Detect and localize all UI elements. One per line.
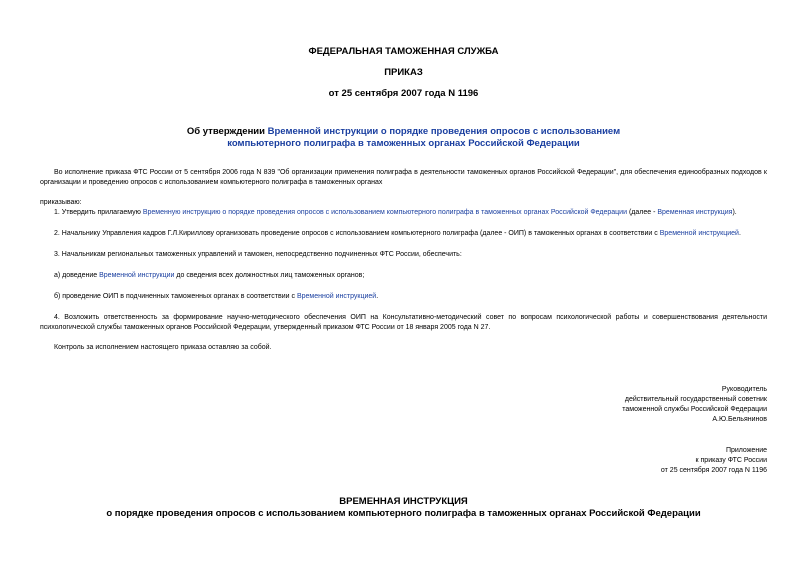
item-2-text: 2. Начальнику Управления кадров Г.Л.Кириллову организовать проведение опросов с использованием компьютерного полиграфа (далее - ОИП) в таможенных органах в соответствии с	[54, 230, 660, 237]
appendix-line1: Приложение	[725, 447, 767, 454]
signature-name: А.Ю.Бельянинов	[712, 416, 767, 423]
instruction-subtitle: о порядке проведения опросов с использованием компьютерного полиграфа в таможенных органах Российской Федерации	[106, 508, 701, 519]
order-word: приказываю:	[40, 199, 82, 206]
item-3a-post: до сведения всех должностных лиц таможенных органов;	[174, 272, 365, 279]
item-2	[54, 229, 767, 239]
item-3b-text: б) проведение ОИП в подчиненных таможенных органах в соответствии с	[54, 293, 297, 300]
item-1	[54, 208, 767, 218]
item-3a-link[interactable]: Временной инструкции	[99, 272, 175, 279]
signature-line2: действительный государственный советник	[624, 396, 767, 403]
title-link-line1[interactable]: Временной инструкции о порядке проведения опросов с использованием	[267, 126, 621, 137]
title-prefix: Об утверждении	[186, 126, 268, 137]
signature-line1: Руководитель	[721, 386, 767, 393]
appendix-line3: от 25 сентября 2007 года N 1196	[660, 467, 767, 474]
instruction-title: ВРЕМЕННАЯ ИНСТРУКЦИЯ	[339, 496, 468, 507]
item-3: 3. Начальникам региональных таможенных управлений и таможен, непосредственно подчиненных ФТС России, обеспечить:	[54, 251, 462, 258]
item-3a	[54, 271, 767, 281]
appendix-line2: к приказу ФТС России	[695, 457, 767, 464]
item-1-link[interactable]: Временную инструкцию о порядке проведения опросов с использованием компьютерного полиграфа в таможенных органах Российской Федерации	[142, 209, 627, 216]
intro-paragraph: Во исполнение приказа ФТС России от 5 сентября 2006 года N 839 "Об организации применения полиграфа в деятельности таможенных органов Российской Федерации", для обеспечения единообразных подходов к организации и проведению опросов с использованием компьютерного полиграфа в таможенных органах	[40, 169, 767, 186]
item-3a-text: а) доведение	[54, 272, 100, 279]
item-1-mid: (далее -	[627, 209, 658, 216]
item-3b-post: .	[376, 293, 379, 300]
signature-block	[622, 385, 767, 425]
item-2-link[interactable]: Временной инструкцией	[659, 230, 739, 237]
doc-title	[0, 126, 807, 150]
control-paragraph: Контроль за исполнением настоящего приказа оставляю за собой.	[54, 344, 272, 351]
title-link-line2[interactable]: компьютерного полиграфа в таможенных органах Российской Федерации	[227, 138, 580, 149]
appendix-block	[661, 446, 767, 476]
item-3b-link[interactable]: Временной инструкцией	[296, 293, 377, 300]
item-4: 4. Возложить ответственность за формирование научно-методического обеспечения ОИП на Консультативно-методический совет по вопросам психологической работы и совершенствования деятельности психологической службы таможенных органов Российской Федерации, утвержденный приказом ФТС России от 18 января 2005 года N 27.	[40, 314, 767, 331]
signature-line3: таможенной службы Российской Федерации	[622, 406, 767, 413]
item-2-post: .	[738, 230, 741, 237]
item-1-link2[interactable]: Временная инструкция	[657, 209, 733, 216]
doc-type: ПРИКАЗ	[384, 67, 423, 78]
item-1-post: ).	[732, 209, 737, 216]
org-name: ФЕДЕРАЛЬНАЯ ТАМОЖЕННАЯ СЛУЖБА	[308, 46, 499, 57]
item-3b	[54, 292, 767, 302]
doc-date: от 25 сентября 2007 года N 1196	[328, 88, 479, 99]
item-1-text: 1. Утвердить прилагаемую	[54, 209, 143, 216]
